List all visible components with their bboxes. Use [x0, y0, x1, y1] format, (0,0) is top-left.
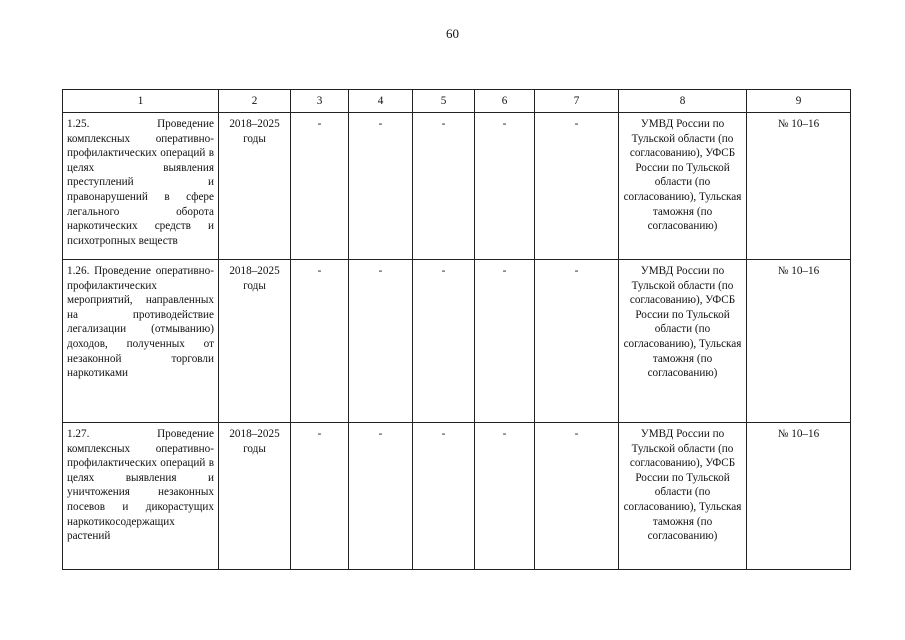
page-number: 60: [446, 26, 459, 41]
column-header: 4: [349, 90, 413, 113]
executors-cell: УМВД России по Тульской области (по согласованию), УФСБ России по Тульской области (по согласованию), Тульская таможня (по согласованию): [619, 260, 747, 423]
column-header: 8: [619, 90, 747, 113]
value-cell: -: [413, 113, 475, 260]
executors-cell: УМВД России по Тульской области (по согласованию), УФСБ России по Тульской области (по согласованию), Тульская таможня (по согласованию): [619, 113, 747, 260]
column-header: 3: [291, 90, 349, 113]
column-header: 6: [475, 90, 535, 113]
measure-name-cell: 1.26. Проведение оперативно-профилактических мероприятий, направленных на противодействие легализации (отмыванию) доходов, полученных от незаконной торговли наркотиками: [63, 260, 219, 423]
value-cell: -: [535, 260, 619, 423]
measure-name-cell: 1.27. Проведение комплексных оперативно-профилактических операций в целях выявления и уничтожения незаконных посевов и дикорастущих наркотикосодержащих растений: [63, 423, 219, 570]
value-cell: -: [349, 423, 413, 570]
value-cell: -: [475, 113, 535, 260]
program-measures-table: [62, 89, 851, 570]
reference-cell: № 10–16: [747, 423, 851, 570]
value-cell: -: [535, 113, 619, 260]
measure-name-cell: 1.25. Проведение комплексных оперативно-профилактических операций в целях выявления преступлений и правонарушений в сфере легального оборота наркотических средств и психотропных веществ: [63, 113, 219, 260]
executors-cell: УМВД России по Тульской области (по согласованию), УФСБ России по Тульской области (по согласованию), Тульская таможня (по согласованию): [619, 423, 747, 570]
period-cell: 2018–2025 годы: [219, 113, 291, 260]
reference-cell: № 10–16: [747, 113, 851, 260]
value-cell: -: [349, 260, 413, 423]
column-header: 7: [535, 90, 619, 113]
value-cell: -: [413, 260, 475, 423]
column-header: 9: [747, 90, 851, 113]
table-row: [63, 113, 851, 260]
value-cell: -: [291, 260, 349, 423]
value-cell: -: [535, 423, 619, 570]
table-row: [63, 423, 851, 570]
value-cell: -: [291, 113, 349, 260]
value-cell: -: [291, 423, 349, 570]
reference-cell: № 10–16: [747, 260, 851, 423]
column-header: 2: [219, 90, 291, 113]
period-cell: 2018–2025 годы: [219, 423, 291, 570]
column-header: 1: [63, 90, 219, 113]
column-header: 5: [413, 90, 475, 113]
header-row: [63, 90, 851, 113]
period-cell: 2018–2025 годы: [219, 260, 291, 423]
value-cell: -: [349, 113, 413, 260]
value-cell: -: [413, 423, 475, 570]
value-cell: -: [475, 423, 535, 570]
value-cell: -: [475, 260, 535, 423]
table-row: [63, 260, 851, 423]
